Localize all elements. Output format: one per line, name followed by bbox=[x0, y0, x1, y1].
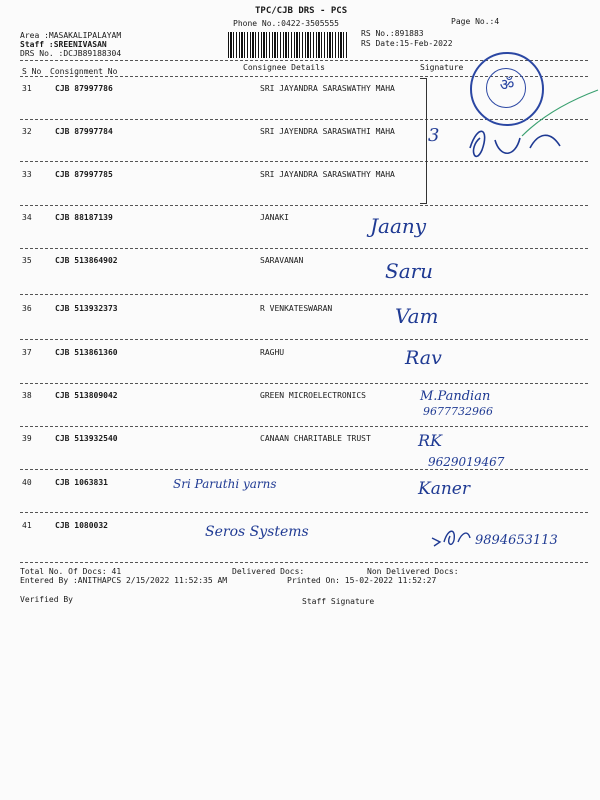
handwritten-consignee: Seros Systems bbox=[205, 524, 309, 540]
staff-field: Staff :SREENIVASAN bbox=[20, 40, 107, 49]
row-sno: 36 bbox=[22, 304, 32, 313]
row-consignment: CJB 513864902 bbox=[55, 256, 118, 265]
seal-stamp: ॐ bbox=[470, 52, 544, 126]
row-sno: 41 bbox=[22, 521, 32, 530]
row-consignment: CJB 88187139 bbox=[55, 213, 113, 222]
row-consignment: CJB 1063831 bbox=[55, 478, 108, 487]
row-consignee: GREEN MICROELECTRONICS bbox=[260, 391, 366, 400]
row-consignee: SRI JAYENDRA SARASWATHI MAHA bbox=[260, 127, 395, 136]
handwritten-signature: Saru bbox=[385, 259, 434, 283]
staff-signature: Staff Signature bbox=[302, 597, 375, 606]
total-docs: Total No. Of Docs: 41 bbox=[20, 567, 122, 576]
divider bbox=[20, 512, 588, 513]
row-consignee: RAGHU bbox=[260, 348, 285, 357]
column-header-sno: S No bbox=[22, 67, 42, 76]
entered-by: Entered By :ANITHAPCS 2/15/2022 11:52:35 AM bbox=[20, 576, 228, 585]
divider bbox=[20, 562, 588, 563]
row-sno: 39 bbox=[22, 434, 32, 443]
table-row bbox=[0, 256, 600, 298]
handwritten-consignee: Sri Paruthi yarns bbox=[173, 477, 277, 491]
non-delivered-docs: Non Delivered Docs: bbox=[367, 567, 459, 576]
divider bbox=[20, 248, 588, 249]
printed-on: Printed On: 15-02-2022 11:52:27 bbox=[287, 576, 437, 585]
row-sno: 38 bbox=[22, 391, 32, 400]
handwritten-signature: Kaner bbox=[418, 479, 470, 499]
row-consignee: CANAAN CHARITABLE TRUST bbox=[260, 434, 371, 443]
document-title: TPC/CJB DRS - PCS bbox=[255, 6, 348, 16]
row-consignment: CJB 513861360 bbox=[55, 348, 118, 357]
handwritten-phone: 9677732966 bbox=[423, 405, 493, 418]
row-consignment: CJB 513932540 bbox=[55, 434, 118, 443]
handwritten-mark: 3 bbox=[428, 125, 440, 146]
bracket-mark bbox=[420, 78, 427, 204]
verified-by: Verified By bbox=[20, 595, 73, 604]
handwritten-signature bbox=[460, 118, 570, 173]
handwritten-phone: 9894653113 bbox=[475, 533, 558, 548]
divider bbox=[20, 426, 588, 427]
row-consignee: SARAVANAN bbox=[260, 256, 304, 265]
handwritten-signature: Jaany bbox=[370, 214, 427, 238]
phone-number: Phone No.:0422-3505555 bbox=[233, 19, 339, 28]
table-row bbox=[0, 478, 600, 520]
divider bbox=[20, 205, 588, 206]
row-sno: 31 bbox=[22, 84, 32, 93]
handwritten-signature: Rav bbox=[405, 347, 442, 369]
drs-number: DRS No. :DCJB89188304 bbox=[20, 49, 122, 58]
divider bbox=[20, 383, 588, 384]
row-consignee: JANAKI bbox=[260, 213, 289, 222]
row-consignment: CJB 1080032 bbox=[55, 521, 108, 530]
rs-date: RS Date:15-Feb-2022 bbox=[361, 39, 453, 48]
divider bbox=[20, 339, 588, 340]
row-consignment: CJB 87997786 bbox=[55, 84, 113, 93]
row-sno: 40 bbox=[22, 478, 32, 487]
handwritten-phone: 9629019467 bbox=[428, 455, 505, 469]
delivered-docs: Delivered Docs: bbox=[232, 567, 305, 576]
row-consignment: CJB 513932373 bbox=[55, 304, 118, 313]
handwritten-signature bbox=[430, 524, 472, 550]
column-header-consignment: Consignment No bbox=[50, 67, 118, 76]
row-sno: 35 bbox=[22, 256, 32, 265]
row-consignee: R VENKATESWARAN bbox=[260, 304, 333, 313]
row-sno: 37 bbox=[22, 348, 32, 357]
row-sno: 34 bbox=[22, 213, 32, 222]
handwritten-signature: RK bbox=[418, 431, 442, 450]
row-sno: 33 bbox=[22, 170, 32, 179]
handwritten-signature: Vam bbox=[395, 304, 439, 328]
barcode bbox=[228, 32, 348, 58]
area-field: Area :MASAKALIPALAYAM bbox=[20, 31, 122, 40]
row-consignment: CJB 513809042 bbox=[55, 391, 118, 400]
row-consignment: CJB 87997785 bbox=[55, 170, 113, 179]
row-consignee: SRI JAYANDRA SARASWATHY MAHA bbox=[260, 84, 395, 93]
divider bbox=[20, 294, 588, 295]
row-sno: 32 bbox=[22, 127, 32, 136]
column-header-consignee: Consignee Details bbox=[243, 63, 325, 72]
handwritten-signature: M.Pandian bbox=[420, 389, 491, 404]
column-header-signature: Signature bbox=[420, 63, 464, 72]
row-consignment: CJB 87997784 bbox=[55, 127, 113, 136]
page-number: Page No.:4 bbox=[451, 17, 500, 26]
rs-number: RS No.:891883 bbox=[361, 29, 424, 38]
row-consignee: SRI JAYANDRA SARASWATHY MAHA bbox=[260, 170, 395, 179]
